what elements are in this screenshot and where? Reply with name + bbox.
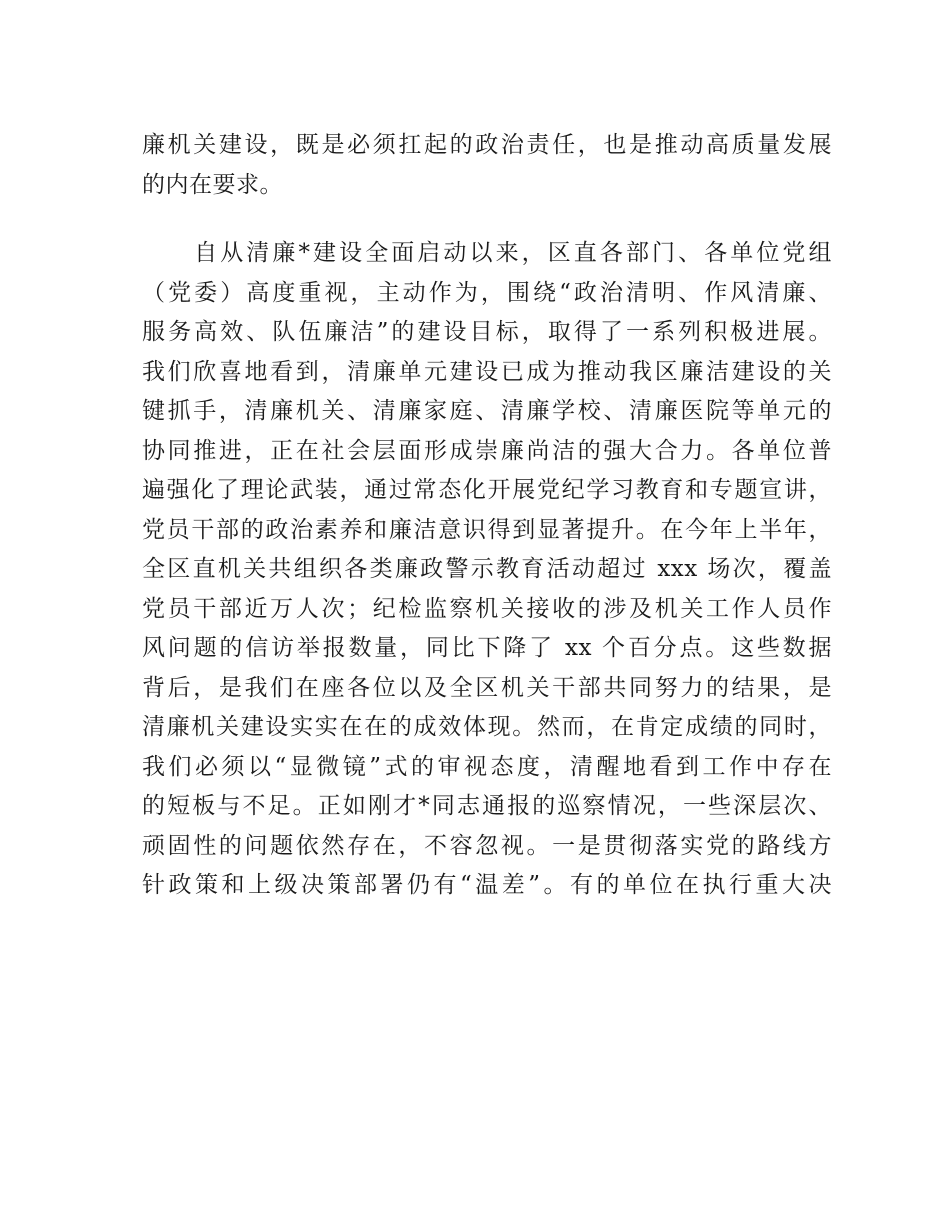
text-line: 廉机关建设，既是必须扛起的政治责任，也是推动高质量发展 <box>142 132 832 158</box>
text-line: 风问题的信访举报数量，同比下降了 xx 个百分点。这些数据 <box>142 635 832 661</box>
text-line: 我们欣喜地看到，清廉单元建设已成为推动我区廉洁建设的关 <box>142 358 832 385</box>
text-line: 背后，是我们在座各位以及全区机关干部共同努力的结果，是 <box>142 674 832 701</box>
text-line: 我们必须以“显微镜”式的审视态度，清醒地看到工作中存在 <box>142 753 832 780</box>
paragraph-2 <box>142 234 832 906</box>
text-line: 协同推进，正在社会层面形成崇廉尚洁的强大合力。各单位普 <box>142 437 832 464</box>
text-line: 服务高效、队伍廉洁”的建设目标，取得了一系列积极进展。 <box>142 319 832 345</box>
paragraph-1 <box>142 126 832 205</box>
text-line: 顽固性的问题依然存在，不容忽视。一是贯彻落实党的路线方 <box>142 832 832 859</box>
text-line: 针政策和上级决策部署仍有“温差”。有的单位在执行重大决 <box>142 872 832 898</box>
text-line: 的内在要求。 <box>142 171 283 198</box>
text-line: 清廉机关建设实实在在的成效体现。然而，在肯定成绩的同时， <box>142 714 832 740</box>
text-line: 党员干部近万人次；纪检监察机关接收的涉及机关工作人员作 <box>142 595 832 622</box>
document-body <box>142 126 832 906</box>
paragraph-spacing <box>142 205 832 234</box>
text-line: （党委）高度重视，主动作为，围绕“政治清明、作风清廉、 <box>142 279 832 306</box>
text-line: 的短板与不足。正如刚才*同志通报的巡察情况，一些深层次、 <box>142 793 832 819</box>
text-line: 全区直机关共组织各类廉政警示教育活动超过 xxx 场次，覆盖 <box>142 556 832 582</box>
text-line: 键抓手，清廉机关、清廉家庭、清廉学校、清廉医院等单元的 <box>142 398 832 424</box>
text-line: 自从清廉*建设全面启动以来，区直各部门、各单位党组 <box>142 240 832 266</box>
text-line: 党员干部的政治素养和廉洁意识得到显著提升。在今年上半年， <box>142 516 832 543</box>
text-line: 遍强化了理论武装，通过常态化开展党纪学习教育和专题宣讲， <box>142 477 832 503</box>
